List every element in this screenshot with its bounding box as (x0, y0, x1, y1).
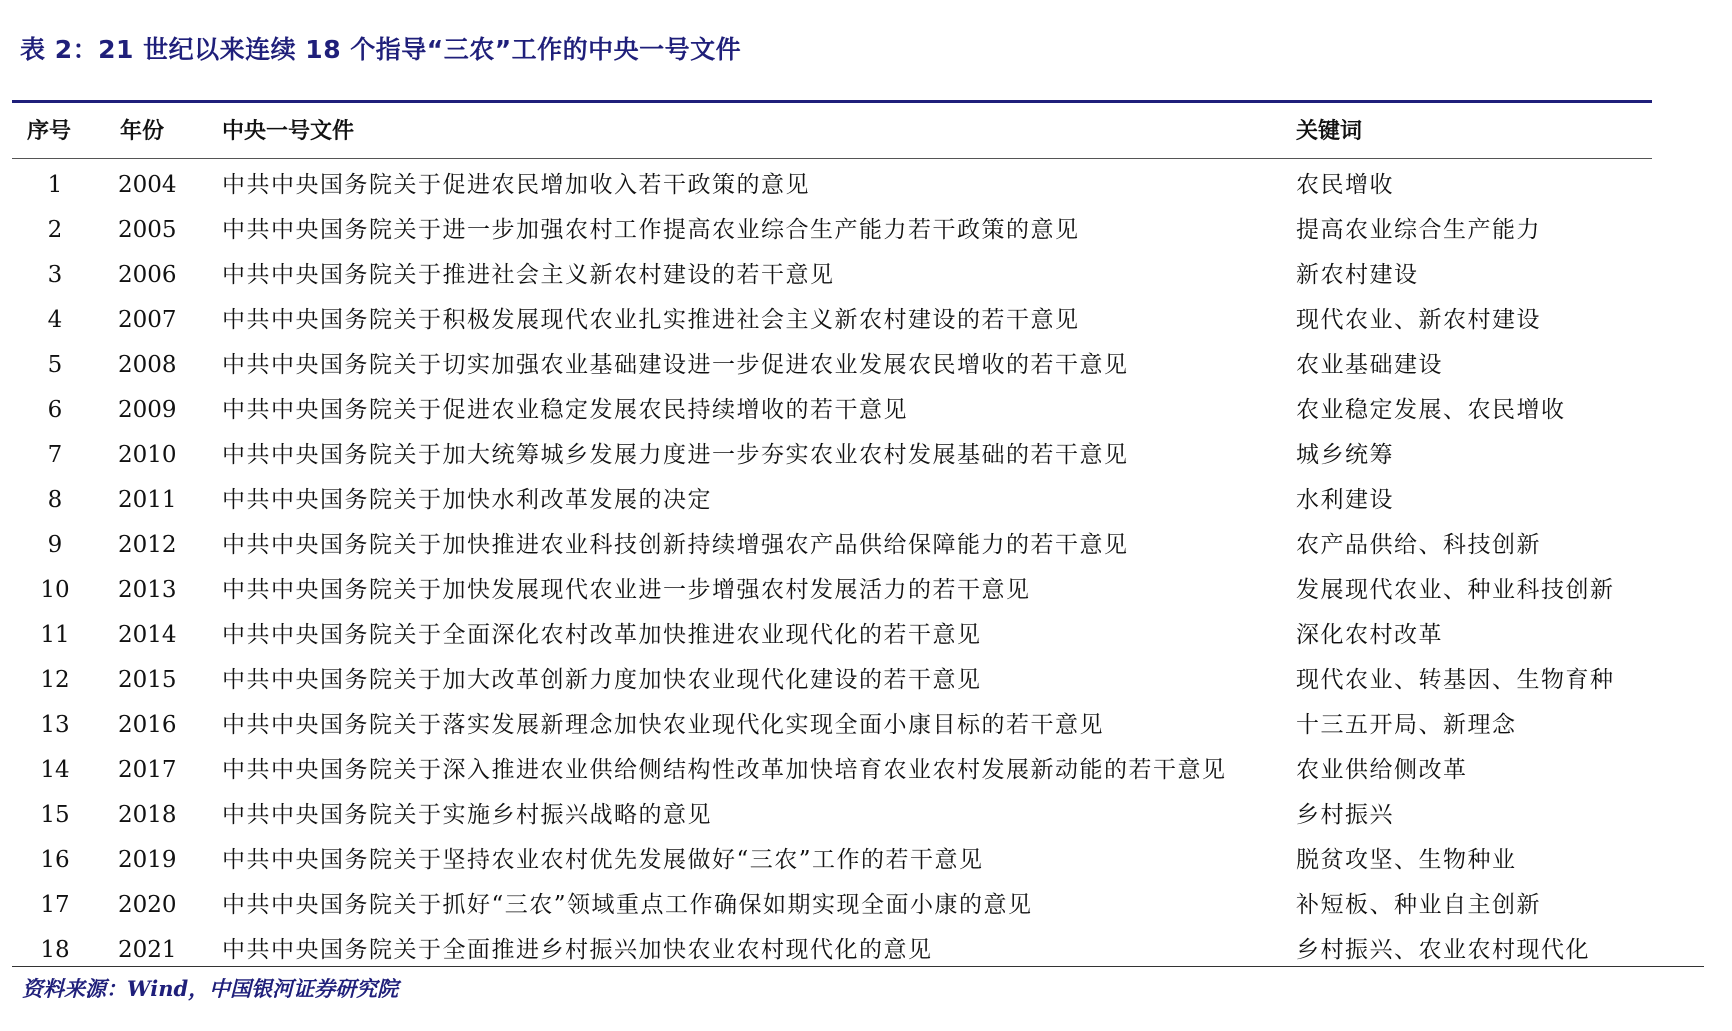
row-document: 中共中央国务院关于加大改革创新力度加快农业现代化建设的若干意见 (222, 667, 982, 693)
row-keywords: 新农村建设 (1296, 262, 1419, 288)
table-body (0, 163, 1732, 973)
row-document: 中共中央国务院关于积极发展现代农业扎实推进社会主义新农村建设的若干意见 (222, 307, 1080, 333)
row-year: 2013 (118, 577, 177, 603)
row-keywords: 农业基础建设 (1296, 352, 1443, 378)
row-document: 中共中央国务院关于深入推进农业供给侧结构性改革加快培育农业农村发展新动能的若干意见 (222, 757, 1227, 783)
row-number: 17 (40, 892, 70, 918)
row-document: 中共中央国务院关于推进社会主义新农村建设的若干意见 (222, 262, 835, 288)
row-year: 2020 (118, 892, 177, 918)
table-row (0, 523, 1732, 568)
row-number: 14 (40, 757, 70, 783)
row-keywords: 提高农业综合生产能力 (1296, 217, 1541, 243)
row-number: 16 (40, 847, 70, 873)
table-row (0, 388, 1732, 433)
row-number: 3 (47, 262, 63, 288)
top-rule (12, 100, 1652, 103)
header-no: 序号 (27, 119, 72, 144)
row-year: 2019 (118, 847, 177, 873)
row-keywords: 城乡统筹 (1296, 442, 1394, 468)
table-row (0, 253, 1732, 298)
row-document: 中共中央国务院关于促进农民增加收入若干政策的意见 (222, 172, 810, 198)
table-header (0, 112, 1732, 152)
table-row (0, 793, 1732, 838)
row-number: 2 (47, 217, 63, 243)
row-year: 2016 (118, 712, 177, 738)
table-row (0, 478, 1732, 523)
row-year: 2010 (118, 442, 177, 468)
header-rule (12, 158, 1652, 159)
row-year: 2004 (118, 172, 177, 198)
row-document: 中共中央国务院关于落实发展新理念加快农业现代化实现全面小康目标的若干意见 (222, 712, 1104, 738)
row-number: 7 (47, 442, 63, 468)
row-year: 2017 (118, 757, 177, 783)
table-row (0, 838, 1732, 883)
table-row (0, 703, 1732, 748)
table-row (0, 433, 1732, 478)
row-document: 中共中央国务院关于实施乡村振兴战略的意见 (222, 802, 712, 828)
row-document: 中共中央国务院关于促进农业稳定发展农民持续增收的若干意见 (222, 397, 908, 423)
table-title: 表 2：21 世纪以来连续 18 个指导“三农”工作的中央一号文件 (20, 35, 742, 64)
row-year: 2007 (118, 307, 177, 333)
row-keywords: 乡村振兴、农业农村现代化 (1296, 937, 1590, 963)
row-year: 2006 (118, 262, 177, 288)
row-number: 12 (40, 667, 70, 693)
row-keywords: 脱贫攻坚、生物种业 (1296, 847, 1517, 873)
table-row (0, 298, 1732, 343)
row-keywords: 水利建设 (1296, 487, 1394, 513)
row-year: 2012 (118, 532, 177, 558)
row-year: 2021 (118, 937, 177, 963)
row-document: 中共中央国务院关于全面深化农村改革加快推进农业现代化的若干意见 (222, 622, 982, 648)
row-number: 8 (47, 487, 63, 513)
row-keywords: 十三五开局、新理念 (1296, 712, 1517, 738)
row-document: 中共中央国务院关于进一步加强农村工作提高农业综合生产能力若干政策的意见 (222, 217, 1080, 243)
row-keywords: 农业供给侧改革 (1296, 757, 1468, 783)
row-number: 18 (40, 937, 70, 963)
row-keywords: 发展现代农业、种业科技创新 (1296, 577, 1615, 603)
row-number: 5 (47, 352, 63, 378)
table-row (0, 748, 1732, 793)
table-row (0, 163, 1732, 208)
row-keywords: 深化农村改革 (1296, 622, 1443, 648)
row-number: 4 (47, 307, 63, 333)
table-row (0, 343, 1732, 388)
table-row (0, 613, 1732, 658)
row-document: 中共中央国务院关于加快发展现代农业进一步增强农村发展活力的若干意见 (222, 577, 1031, 603)
row-keywords: 农业稳定发展、农民增收 (1296, 397, 1566, 423)
row-keywords: 补短板、种业自主创新 (1296, 892, 1541, 918)
row-number: 10 (40, 577, 70, 603)
header-keywords: 关键词 (1296, 119, 1363, 144)
row-keywords: 农民增收 (1296, 172, 1394, 198)
row-number: 1 (47, 172, 63, 198)
row-document: 中共中央国务院关于加快水利改革发展的决定 (222, 487, 712, 513)
row-number: 15 (40, 802, 70, 828)
row-document: 中共中央国务院关于抓好“三农”领域重点工作确保如期实现全面小康的意见 (222, 892, 1033, 918)
row-year: 2014 (118, 622, 177, 648)
row-number: 11 (40, 622, 70, 648)
table-row (0, 208, 1732, 253)
row-document: 中共中央国务院关于加大统筹城乡发展力度进一步夯实农业农村发展基础的若干意见 (222, 442, 1129, 468)
row-keywords: 现代农业、新农村建设 (1296, 307, 1541, 333)
row-number: 9 (47, 532, 63, 558)
table-row (0, 568, 1732, 613)
source-note: 资料来源：Wind，中国银河证券研究院 (22, 976, 399, 1001)
table-row (0, 658, 1732, 703)
bottom-rule (12, 966, 1704, 967)
row-document: 中共中央国务院关于加快推进农业科技创新持续增强农产品供给保障能力的若干意见 (222, 532, 1129, 558)
row-year: 2009 (118, 397, 177, 423)
header-document: 中央一号文件 (222, 119, 355, 144)
row-document: 中共中央国务院关于全面推进乡村振兴加快农业农村现代化的意见 (222, 937, 933, 963)
row-document: 中共中央国务院关于坚持农业农村优先发展做好“三农”工作的若干意见 (222, 847, 984, 873)
row-keywords: 乡村振兴 (1296, 802, 1394, 828)
row-year: 2018 (118, 802, 177, 828)
table-row (0, 883, 1732, 928)
row-number: 6 (47, 397, 63, 423)
row-year: 2015 (118, 667, 177, 693)
row-year: 2005 (118, 217, 177, 243)
header-year: 年份 (120, 119, 165, 144)
row-year: 2011 (118, 487, 177, 513)
row-year: 2008 (118, 352, 177, 378)
row-keywords: 农产品供给、科技创新 (1296, 532, 1541, 558)
row-document: 中共中央国务院关于切实加强农业基础建设进一步促进农业发展农民增收的若干意见 (222, 352, 1129, 378)
row-keywords: 现代农业、转基因、生物育种 (1296, 667, 1615, 693)
row-number: 13 (40, 712, 70, 738)
